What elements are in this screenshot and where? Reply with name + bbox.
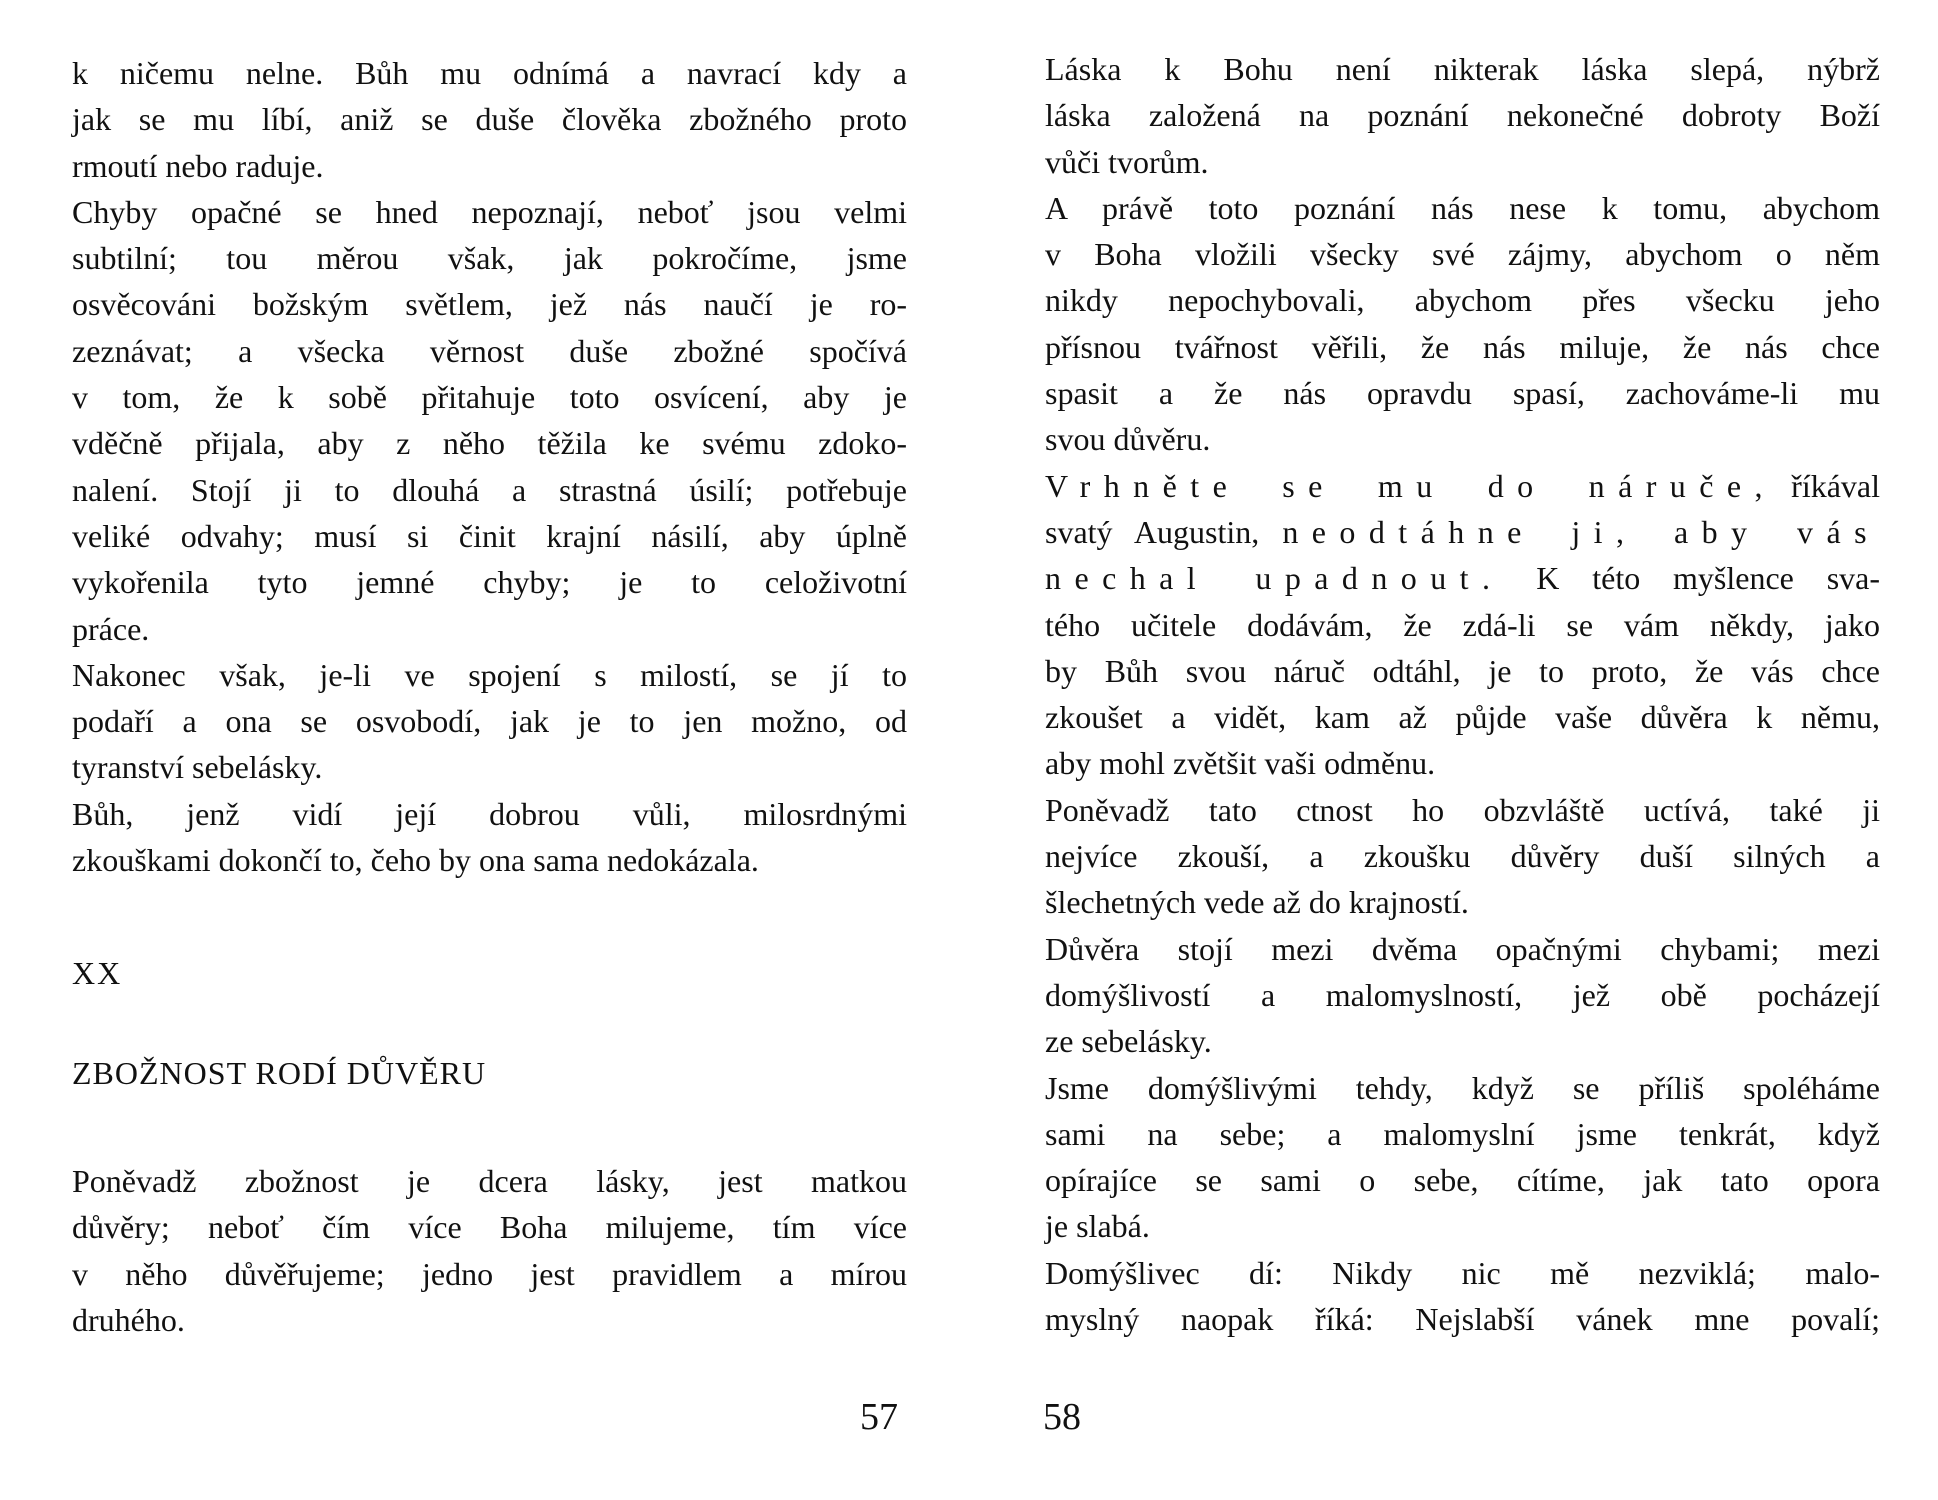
text-line	[1045, 879, 1880, 925]
text-segment: tého učitele dodávám, že zdá-li se vám někdy, jako	[1045, 606, 1880, 643]
text-segment: důvěry; neboť čím více Boha milujeme, tím více	[72, 1209, 907, 1246]
text-line	[1045, 139, 1880, 185]
text-line	[1045, 46, 1880, 92]
text-line	[1045, 648, 1880, 694]
text-segment: přísnou tvářnost věřili, že nás miluje, že nás chce	[1045, 328, 1880, 365]
text-segment: svou důvěru.	[1045, 421, 1211, 458]
text-line	[1045, 602, 1880, 648]
text-segment: Poněvadž tato ctnost ho obzvláště uctívá, také ji	[1045, 791, 1880, 828]
text-line	[1045, 833, 1880, 879]
emphasized-quote: neodtáhne ji, aby vás	[1282, 513, 1880, 550]
text-segment: láska založená na poznání nekonečné dobroty Boží	[1045, 97, 1880, 134]
left-page-text	[72, 50, 907, 883]
text-line	[72, 1251, 907, 1297]
text-line	[1045, 1065, 1880, 1111]
text-segment: myslný naopak říká: Nejslabší vánek mne povalí;	[1045, 1301, 1880, 1338]
chapter-opening-paragraph	[72, 1158, 907, 1343]
text-segment: vůči tvorům.	[1045, 143, 1209, 180]
text-segment: opírajíce se sami o sebe, cítíme, jak tato opora	[1045, 1162, 1880, 1199]
page-number-left: 57	[860, 1396, 898, 1438]
emphasized-quote: Vrhněte se mu do náruče	[1045, 467, 1755, 504]
text-line	[1045, 740, 1880, 786]
text-line	[72, 513, 907, 559]
text-line	[72, 96, 907, 142]
page-number-right: 58	[1043, 1396, 1081, 1438]
text-segment: druhého.	[72, 1301, 185, 1338]
text-line	[72, 420, 907, 466]
text-line	[1045, 277, 1880, 323]
text-line	[72, 791, 907, 837]
text-segment: k ničemu nelne. Bůh mu odnímá a navrací kdy a	[72, 55, 907, 91]
text-line	[1045, 1203, 1880, 1249]
text-line	[1045, 370, 1880, 416]
text-segment: veliké odvahy; musí si činit krajní násilí, aby úplně	[72, 517, 907, 554]
text-segment: aby mohl zvětšit vaši odměnu.	[1045, 745, 1436, 782]
chapter-title: ZBOŽNOST RODÍ DŮVĚRU	[72, 1055, 487, 1091]
text-line	[1045, 926, 1880, 972]
text-line	[1045, 1157, 1880, 1203]
text-segment: šlechetných vede až do krajností.	[1045, 884, 1469, 921]
text-line	[1045, 324, 1880, 370]
text-line	[72, 328, 907, 374]
text-segment: zkouškami dokončí to, čeho by ona sama nedokázala.	[72, 842, 759, 879]
text-line	[72, 281, 907, 327]
text-line	[1045, 787, 1880, 833]
text-segment: Láska k Bohu není nikterak láska slepá, nýbrž	[1045, 51, 1880, 87]
text-segment: zeznávat; a všecka věrnost duše zbožné spočívá	[72, 332, 907, 369]
text-segment: nalení. Stojí ji to dlouhá a strastná úsilí; potřebuje	[72, 471, 907, 508]
text-line	[72, 50, 907, 96]
text-line	[72, 744, 907, 790]
text-segment: spasit a že nás opravdu spasí, zachováme-li mu	[1045, 375, 1880, 412]
text-segment: vykořenila tyto jemné chyby; je to celoživotní	[72, 564, 907, 601]
text-segment: Jsme domýšlivými tehdy, když se příliš spoléháme	[1045, 1069, 1880, 1106]
text-segment: Chyby opačné se hned nepoznají, neboť jsou velmi	[72, 193, 907, 230]
text-segment: v Boha vložili všecky své zájmy, abychom o něm	[1045, 236, 1880, 273]
text-line	[72, 143, 907, 189]
text-line	[72, 559, 907, 605]
text-segment: ze sebelásky.	[1045, 1023, 1212, 1060]
text-segment: osvěcováni božským světlem, jež nás naučí je ro-	[72, 286, 907, 323]
text-segment: jak se mu líbí, aniž se duše člověka zbožného proto	[72, 101, 907, 138]
text-line	[72, 1158, 907, 1204]
text-segment: rmoutí nebo raduje.	[72, 147, 324, 184]
text-line	[1045, 416, 1880, 462]
text-segment: , říkával	[1754, 467, 1881, 504]
text-segment: by Bůh svou náruč odtáhl, je to proto, že vás chce	[1045, 652, 1880, 689]
text-line	[72, 837, 907, 883]
text-segment: Nakonec však, je-li ve spojení s milostí, se jí to	[72, 656, 907, 693]
text-segment: tyranství sebelásky.	[72, 749, 323, 786]
text-segment: podaří a ona se osvobodí, jak je to jen možno, od	[72, 703, 907, 740]
text-segment: v něho důvěřujeme; jedno jest pravidlem a mírou	[72, 1255, 907, 1292]
text-line	[1045, 694, 1880, 740]
text-line	[1045, 92, 1880, 138]
text-segment: Domýšlivec dí: Nikdy nic mě nezviklá; malo-	[1045, 1254, 1880, 1291]
text-line	[1045, 463, 1880, 509]
text-segment: Bůh, jenž vidí její dobrou vůli, milosrdnými	[72, 795, 907, 832]
text-segment: A právě toto poznání nás nese k tomu, abychom	[1045, 189, 1880, 226]
text-line	[1045, 1250, 1880, 1296]
text-line	[72, 1297, 907, 1343]
text-line	[72, 467, 907, 513]
text-line	[72, 374, 907, 420]
text-line	[1045, 231, 1880, 277]
text-segment: nikdy nepochybovali, abychom přes všecku jeho	[1045, 282, 1880, 319]
text-line	[1045, 555, 1880, 601]
text-segment: sami na sebe; a malomyslní jsme tenkrát, když	[1045, 1115, 1880, 1152]
text-segment: nejvíce zkouší, a zkoušku důvěry duší silných a	[1045, 838, 1880, 875]
text-segment: v tom, že k sobě přitahuje toto osvícení, aby je	[72, 379, 907, 416]
text-segment: K této myšlence sva-	[1503, 560, 1881, 597]
right-page-text	[1045, 46, 1880, 1342]
text-line	[1045, 972, 1880, 1018]
chapter-number: XX	[72, 955, 123, 991]
text-segment: zkoušet a vidět, kam až půjde vaše důvěra k němu,	[1045, 699, 1880, 736]
text-segment: práce.	[72, 610, 150, 647]
text-line	[72, 698, 907, 744]
text-segment: subtilní; tou měrou však, jak pokročíme, jsme	[72, 240, 907, 277]
text-line	[1045, 1111, 1880, 1157]
text-line	[1045, 185, 1880, 231]
text-line	[72, 1204, 907, 1250]
text-segment: Důvěra stojí mezi dvěma opačnými chybami; mezi	[1045, 930, 1880, 967]
text-line	[72, 235, 907, 281]
text-segment: je slabá.	[1045, 1208, 1150, 1245]
text-segment: domýšlivostí a malomyslností, jež obě pocházejí	[1045, 976, 1880, 1013]
text-line	[1045, 1018, 1880, 1064]
text-segment: svatý Augustin,	[1045, 513, 1283, 550]
text-segment: vděčně přijala, aby z něho těžila ke svému zdoko-	[72, 425, 907, 462]
text-line	[72, 606, 907, 652]
text-segment: Poněvadž zbožnost je dcera lásky, jest matkou	[72, 1163, 907, 1199]
text-line	[1045, 1296, 1880, 1342]
text-line	[72, 652, 907, 698]
text-line	[72, 189, 907, 235]
emphasized-quote: nechal upadnout.	[1045, 560, 1504, 597]
text-line	[1045, 509, 1880, 555]
